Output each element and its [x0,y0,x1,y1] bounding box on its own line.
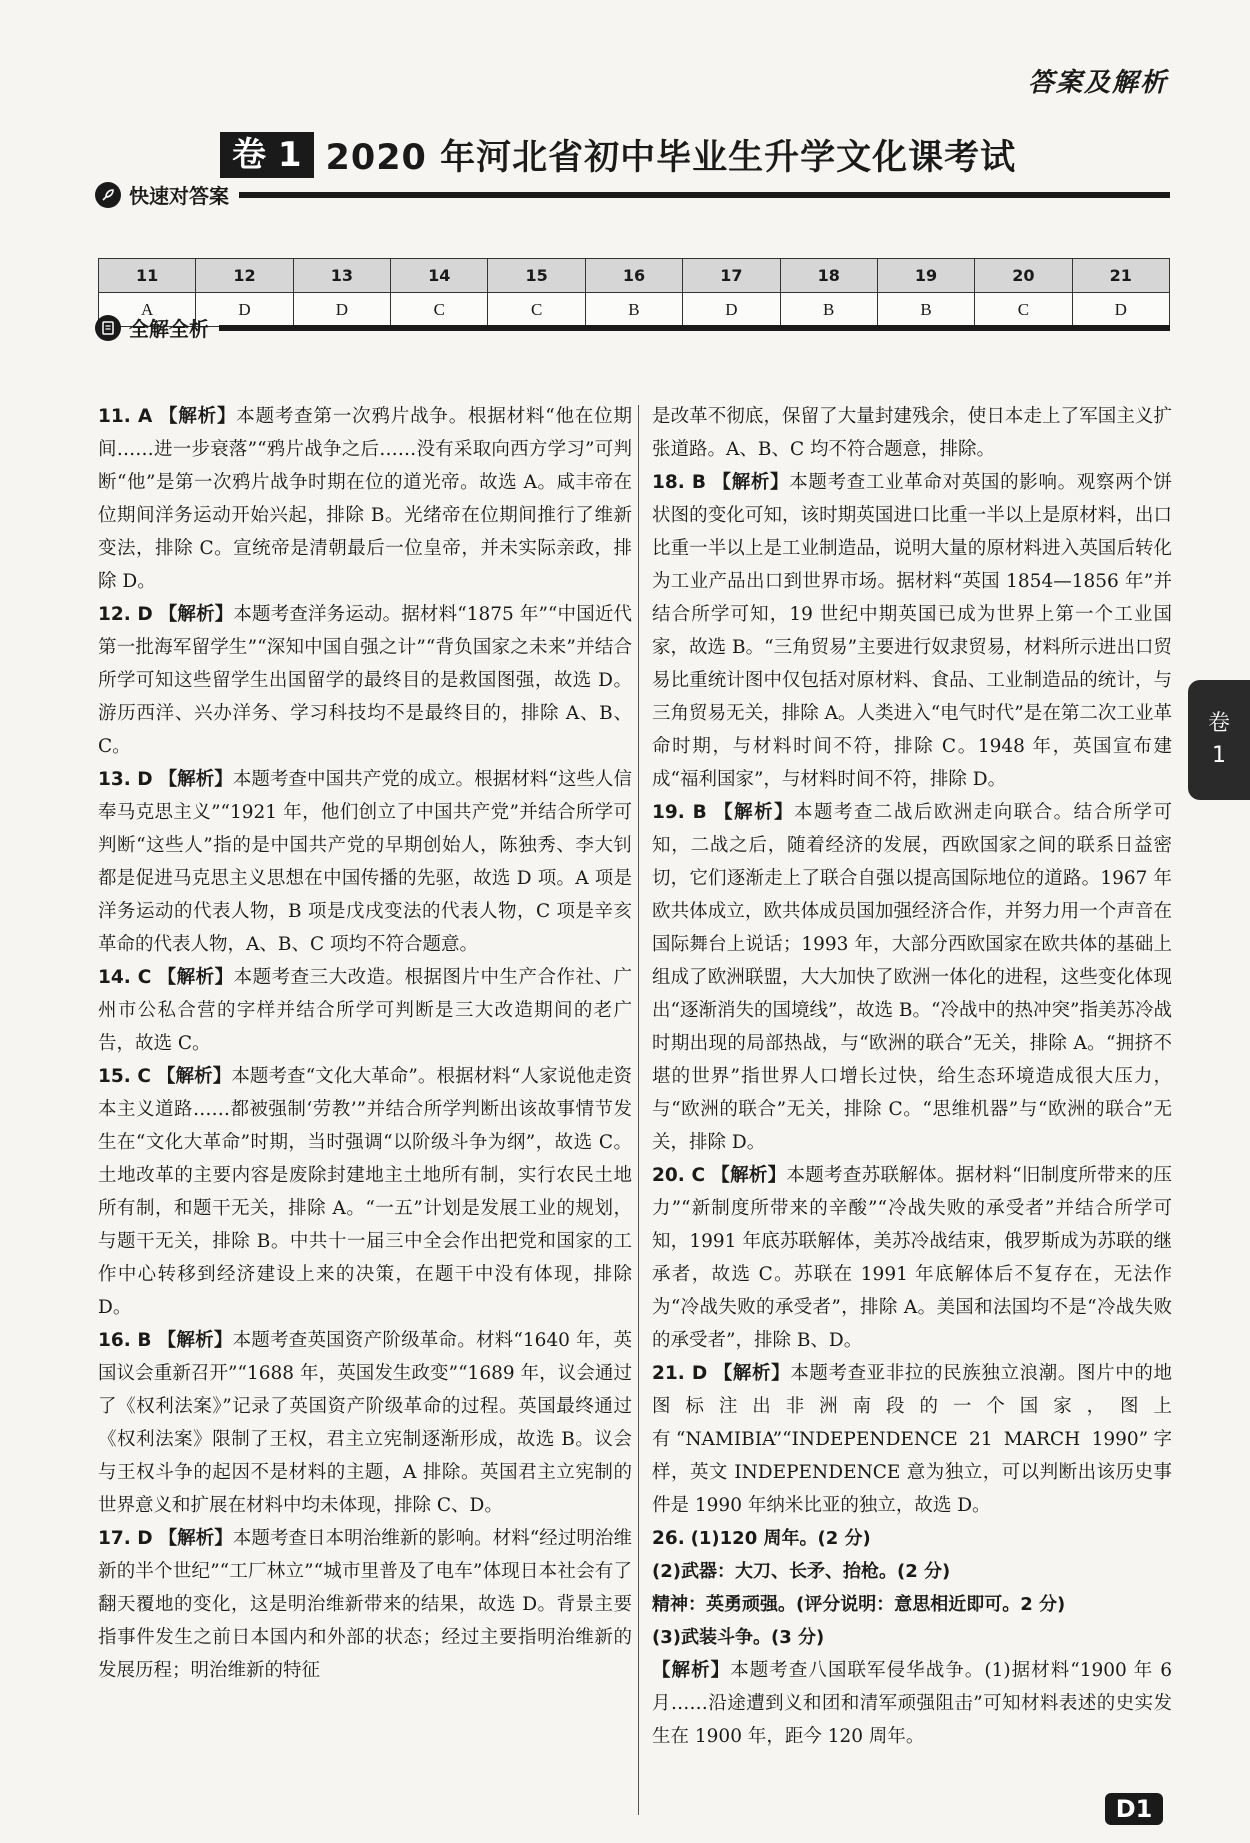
analysis-text: 本题考查英国资产阶级革命。材料“1640 年，英国议会重新召开”“1688 年，英国发生政变”“1689 年，议会通过了《权利法案》”记录了英国资产阶级革命的过程。英国最终通过《权利法案》限制了王权，君主立宪制逐渐形成，故选 B。议会与王权斗争的起因不是材料的主题，A 排除。英国君主立宪制的世界意义和扩展在材料中均未体现，排除 C、D。 [98,1330,632,1516]
question-item [652,1159,1172,1357]
answer-cell: D [293,293,390,327]
analysis-text: 本题考查洋务运动。据材料“1875 年”“中国近代第一批海军留学生”“深知中国自强之计”“背负国家之未来”并结合所学可知这些留学生出国留学的最终目的是救国图强，故选 D。游历西洋、兴办洋务、学习科技均不是最终目的，排除 A、B、C。 [98,604,632,757]
full-analysis-heading [95,313,1170,342]
analysis-tag: 【解析】 [156,1066,232,1087]
question-item [98,1324,632,1522]
analysis-tag: 【解析】 [652,1660,731,1681]
analysis-tag: 【解析】 [158,1528,233,1549]
analysis-text: 本题考查日本明治维新的影响。材料“经过明治维新的半个世纪”“工厂林立”“城市里普及了电车”体现日本社会有了翻天覆地的变化，这是明治维新带来的结果，故选 D。背景主要指事件发生之前日本国内和外部的状态；经过主要指明治维新的发展历程；明治维新的特征 [98,1528,632,1681]
question-number: 11. A [98,406,153,427]
question-number: 21. D [652,1363,708,1384]
question-item [98,763,632,961]
question-number: 19. B [652,802,707,823]
analysis-text: 本题考查“文化大革命”。根据材料“人家说他走资本主义道路……都被强制‘劳教’”并结合所学判断出该故事情节发生在“文化大革命”时期，当时强调“以阶级斗争为纲”，故选 C。土地改革的主要内容是废除封建地主土地所有制，实行农民土地所有制，和题干无关，排除 A。“一五”计划是发展工业的规划，与题干无关，排除 B。中共十一届三中全会作出把党和国家的工作中心转移到经济建设上来的决策，在题干中没有体现，排除 D。 [98,1066,632,1318]
answer-cell: D [683,293,780,327]
question-item [652,796,1172,1159]
heading-rule [219,325,1170,331]
answer-cell: D [196,293,293,327]
question-number: 20. C [652,1165,706,1186]
full-analysis-title: 全解全析 [129,317,209,341]
question-number: 26. [652,1528,685,1549]
notebook-icon [95,315,121,341]
question-number: 18. B [652,472,706,493]
column-divider [638,405,639,1815]
answer-part-1: (1)120 周年。(2 分) [690,1528,871,1549]
question-number-cell: 12 [196,259,293,293]
question-item [98,598,632,763]
question-number: 12. D [98,604,153,625]
volume-side-tab [1188,680,1250,800]
analysis-tag: 【解析】 [158,604,234,625]
answer-cell: D [1072,293,1169,327]
analysis-text: 本题考查三大改造。根据图片中生产合作社、广州市公私合营的字样并结合所学可判断是三大改造期间的老广告，故选 C。 [98,967,632,1054]
analysis-tag: 【解析】 [711,1165,787,1186]
analysis-text: 本题考查苏联解体。据材料“旧制度所带来的压力”“新制度所带来的辛酸”“冷战失败的承受者”并结合所学可知，1991 年底苏联解体，美苏冷战结束，俄罗斯成为苏联的继承者，故选 C。苏联在 1991 年底解体后不复存在，无法作为“冷战失败的承受者”，排除 A。美国和法国均不是“冷战失败的承受者”，排除 B、D。 [652,1165,1172,1351]
answer-part-3: (3)武装斗争。(3 分) [652,1627,825,1648]
analysis-text: 本题考查第一次鸦片战争。根据材料“他在位期间……进一步衰落”“鸦片战争之后……没有采取向西方学习”可判断“他”是第一次鸦片战争时期在位的道光帝。故选 A。咸丰帝在位期间洋务运动开始兴起，排除 B。光绪帝在位期间推行了维新变法，排除 C。宣统帝是清朝最后一位皇帝，并未实际亲政，排除 D。 [98,406,632,592]
continued-text: 是改革不彻底，保留了大量封建残余，使日本走上了军国主义扩张道路。A、B、C 均不符合题意，排除。 [652,406,1172,460]
question-number: 17. D [98,1528,153,1549]
right-column [652,400,1172,1753]
question-item [98,1522,632,1687]
side-tab-number: 1 [1212,743,1226,768]
analysis-text: 本题考查二战后欧洲走向联合。结合所学可知，二战之后，随着经济的发展，西欧国家之间的联系日益密切，它们逐渐走上了联合自强以提高国际地位的道路。1967 年欧共体成立，欧共体成员国加强经济合作，并努力用一个声音在国际舞台上说话；1993 年，大部分西欧国家在欧共体的基础上组成了欧洲联盟，大大加快了欧洲一体化的进程，这些变化体现出“逐渐消失的国境线”，故选 B。“冷战中的热冲突”指美苏冷战时期出现的局部热战，与“欧洲的联合”无关，排除 A。“拥挤不堪的世界”指世界人口增长过快，给生态环境造成很大压力，与“欧洲的联合”无关，排除 C。“思维机器”与“欧洲的联合”无关，排除 D。 [652,802,1172,1153]
rocket-icon [95,182,121,208]
answer-cell: B [877,293,974,327]
exam-title: 2020 年河北省初中毕业生升学文化课考试 [325,138,1017,178]
heading-rule [239,192,1170,198]
question-number-cell: 20 [975,259,1072,293]
answer-cell: C [391,293,488,327]
answer-part-2: (2)武器：大刀、长矛、抬枪。(2 分) [652,1561,951,1582]
page-title [220,132,1016,178]
answer-cell: B [780,293,877,327]
analysis-tag: 【解析】 [157,967,234,988]
question-number: 15. C [98,1066,151,1087]
right-questions [652,466,1172,1522]
volume-badge: 卷 1 [220,132,314,178]
question-number-cell: 16 [585,259,682,293]
question-number: 13. D [98,769,153,790]
quick-answers-heading [95,180,1170,209]
question-item [652,466,1172,796]
question-item [98,1060,632,1324]
left-column [98,400,632,1687]
analysis-tag: 【解析】 [157,1330,233,1351]
answer-number-row [99,259,1170,293]
question-item [98,400,632,598]
question-number-cell: 13 [293,259,390,293]
question-number: 16. B [98,1330,152,1351]
question-number-cell: 14 [391,259,488,293]
analysis-tag: 【解析】 [714,802,795,823]
answer-cell: C [488,293,585,327]
side-tab-label: 卷 [1207,711,1230,736]
answer-cell: A [99,293,196,327]
question-number-cell: 18 [780,259,877,293]
analysis-text: 本题考查八国联军侵华战争。(1)据材料“1900 年 6 月……沿途遭到义和团和清军顽强阻击”可知材料表述的史实发生在 1900 年，距今 120 周年。 [652,1660,1172,1747]
analysis-text: 本题考查亚非拉的民族独立浪潮。图片中的地图标注出非洲南段的一个国家，图上有“NAMIBIA”“INDEPENDENCE 21 MARCH 1990”字样，英文 INDEPENDENCE 意为独立，可以判断出该历史事件是 1990 年纳米比亚的独立，故选 D。 [652,1363,1172,1516]
analysis-tag: 【解析】 [158,769,233,790]
question-number: 14. C [98,967,152,988]
question-number-cell: 11 [99,259,196,293]
analysis-text: 本题考查工业革命对英国的影响。观察两个饼状图的变化可知，该时期英国进口比重一半以上是原材料，出口比重一半以上是工业制造品，说明大量的原材料进入英国后转化为工业产品出口到世界市场。据材料“英国 1854—1856 年”并结合所学可知，19 世纪中期英国已成为世界上第一个工业国家，故选 B。“三角贸易”主要进行奴隶贸易，材料所示进出口贸易比重统计图中仅包括对原材料、食品、工业制造品的统计，与三角贸易无关，排除 A。人类进入“电气时代”是在第二次工业革命时期，与材料时间不符，排除 C。1948 年，英国宣布建成“福利国家”，与材料时间不符，排除 D。 [652,472,1172,790]
page-number: D1 [1105,1793,1163,1825]
quick-answers-title: 快速对答案 [129,184,229,208]
question-number-cell: 21 [1072,259,1169,293]
header-section-title: 答案及解析 [1027,68,1168,98]
analysis-tag: 【解析】 [713,1363,791,1384]
question-number-cell: 15 [488,259,585,293]
question-number-cell: 17 [683,259,780,293]
answer-cell: B [585,293,682,327]
question-number-cell: 19 [877,259,974,293]
analysis-tag: 【解析】 [712,472,790,493]
analysis-tag: 【解析】 [159,406,237,427]
answer-cell: C [975,293,1072,327]
question-item [98,961,632,1060]
answer-part-2-spirit: 精神：英勇顽强。(评分说明：意思相近即可。2 分) [652,1594,1066,1615]
question-26 [652,1522,1172,1753]
question-item [652,1357,1172,1522]
analysis-text: 本题考查中国共产党的成立。根据材料“这些人信奉马克思主义”“1921 年，他们创立了中国共产党”并结合所学可判断“这些人”指的是中国共产党的早期创始人，陈独秀、李大钊都是促进马克思主义思想在中国传播的先驱，故选 D 项。A 项是洋务运动的代表人物，B 项是戊戌变法的代表人物，C 项是辛亥革命的代表人物，A、B、C 项均不符合题意。 [98,769,632,955]
